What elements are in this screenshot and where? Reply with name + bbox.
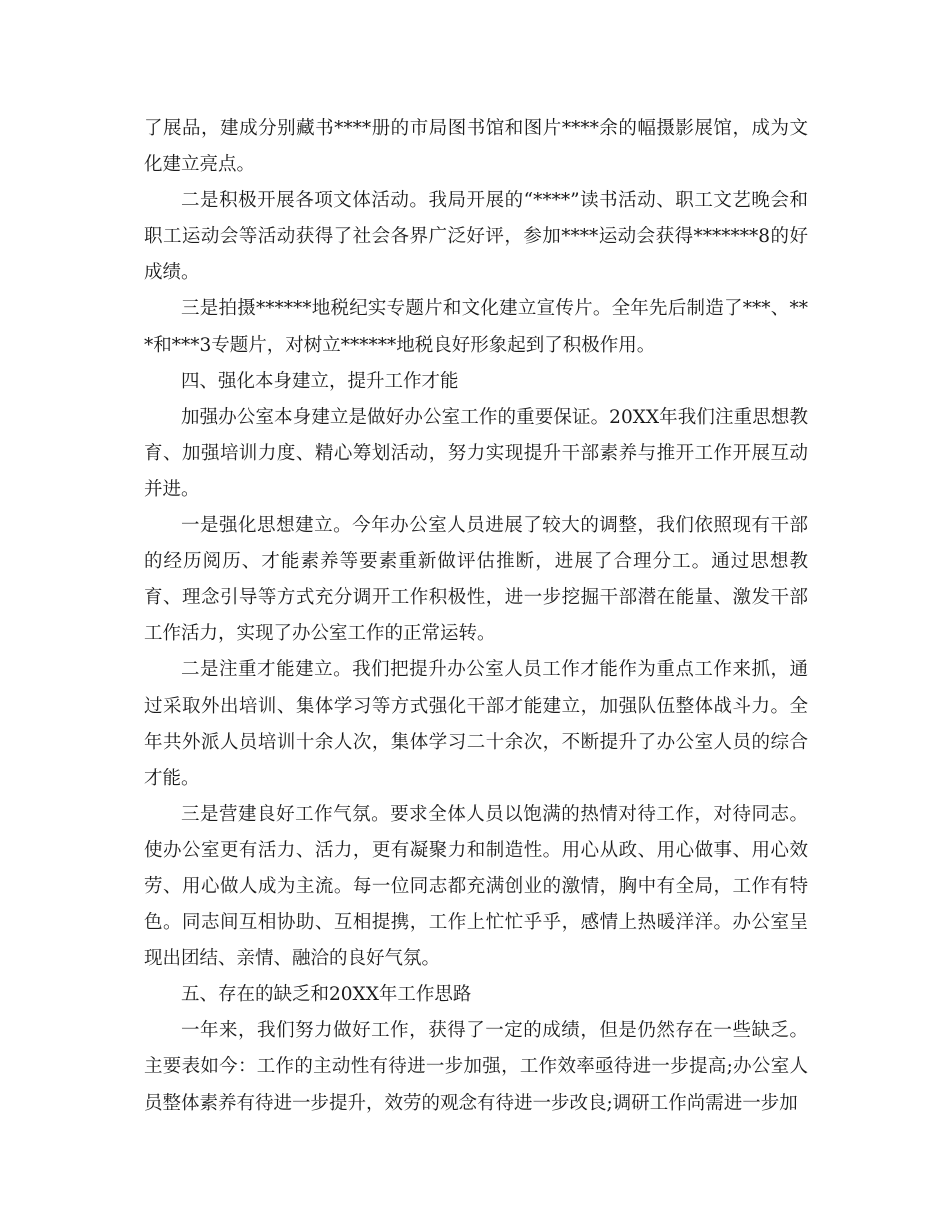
paragraph-7: 二是注重才能建立。我们把提升办公室人员工作才能作为重点工作来抓，通过采取外出培训、集体学习等方式强化干部才能建立，加强队伍整体战斗力。全年共外派人员培训十余人次，集体学习二十余次，不断提升了办公室人员的综合才能。 [144,659,808,789]
section-heading-4: 四、强化本身建立，提升工作才能 [181,370,459,392]
section-heading-5: 五、存在的缺乏和20XX年工作思路 [181,984,472,1006]
paragraph-5: 加强办公室本身建立是做好办公室工作的重要保证。20XX年我们注重思想教育、加强培训力度、精心筹划活动，努力实现提升干部素养与推开工作开展互动并进。 [144,406,808,500]
paragraph-1: 了展品，建成分别藏书****册的市局图书馆和图片****余的幅摄影展馆，成为文化建立亮点。 [144,118,808,176]
document-body [144,111,808,1122]
paragraph-10: 一年来，我们努力做好工作，获得了一定的成绩，但是仍然存在一些缺乏。主要表如今：工作的主动性有待进一步加强，工作效率亟待进一步提高;办公室人员整体素养有待进一步提升，效劳的观念有待进一步改良;调研工作尚需进一步加 [144,1020,808,1114]
paragraph-8: 三是营建良好工作气氛。要求全体人员以饱满的热情对待工作，对待同志。使办公室更有活力、活力，更有凝聚力和制造性。用心从政、用心做事、用心效劳、用心做人成为主流。每一位同志都充满创业的激情，胸中有全局，工作有特色。同志间互相协助、互相提携，工作上忙忙乎乎，感情上热暖洋洋。办公室呈现出团结、亲情、融洽的良好气氛。 [144,803,808,970]
paragraph-2: 二是积极开展各项文体活动。我局开展的“****”读书活动、职工文艺晚会和职工运动会等活动获得了社会各界广泛好评，参加****运动会获得*******8的好成绩。 [144,190,808,284]
paragraph-3: 三是拍摄******地税纪实专题片和文化建立宣传片。全年先后制造了***、***和***3专题片，对树立******地税良好形象起到了积极作用。 [144,298,808,356]
paragraph-6: 一是强化思想建立。今年办公室人员进展了较大的调整，我们依照现有干部的经历阅历、才能素养等要素重新做评估推断，进展了合理分工。通过思想教育、理念引导等方式充分调开工作积极性，进一步挖掘干部潜在能量、激发干部工作活力，实现了办公室工作的正常运转。 [144,515,808,645]
